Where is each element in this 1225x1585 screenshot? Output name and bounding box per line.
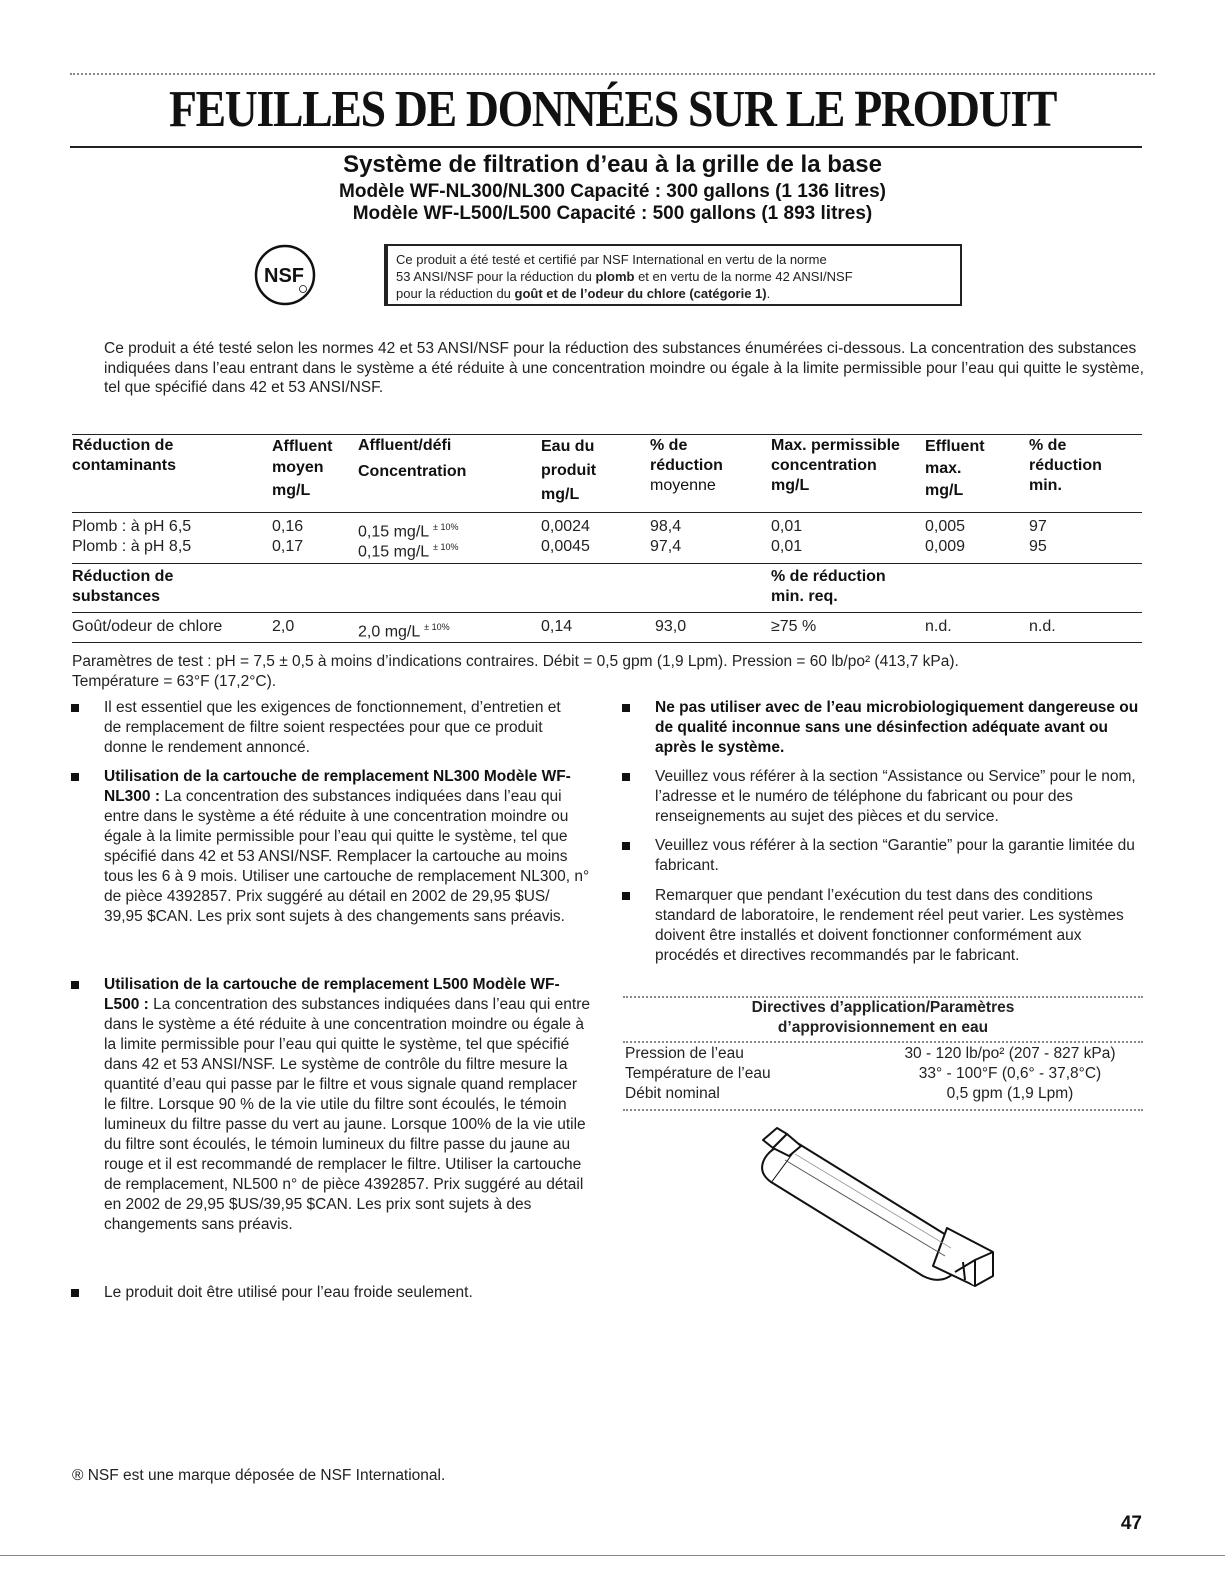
- header-pct-moyenne: % de réduction moyenne: [650, 437, 723, 494]
- row-defi: 2,0 mg/L $^{\pm 10\%}$: [358, 622, 450, 641]
- row-eau: 0,0024: [541, 518, 590, 535]
- row-effluent: 0,005: [925, 518, 966, 535]
- row-reduction: 93,0: [655, 618, 687, 635]
- cert-line-3c: .: [766, 286, 771, 301]
- header-effluent: Effluent max. mg/L: [925, 438, 985, 499]
- top-dotted-rule: [70, 73, 1155, 75]
- bullet-warning: Ne pas utiliser avec de l’eau microbiologiquement dangereuse ou de qualité inconnue sans une désinfection adéquate avant ou après le système.: [655, 698, 1145, 758]
- model-line-2: Modèle WF-L500/L500 Capacité : 500 gallons (1 893 litres): [352, 203, 873, 224]
- cert-line-3a: pour la réduction du: [396, 286, 515, 301]
- subheader-req: % de réduction min. req.: [771, 568, 886, 605]
- bullet-l500: Utilisation de la cartouche de remplacement L500 Modèle WF-L500 : La concentration des substances indiquées dans l’eau qui entre dans le système a été réduite à une concentration moindre ou égale à la limite permissible pour l’eau qui quitte le système, tel que spécifié dans 42 et 53 ANSI/NSF. Le système de contrôle du filtre mesure la quantité d’eau qui passe par le filtre et vous signale quand remplacer le filtre. Lorsque 90 % de la vie utile du filtre sont écoulés, le témoin lumineux du filtre passe du vert au jaune. Lorsque 100% de la vie utile du filtre sont écoulés, le témoin lumineux du filtre passe du jaune au rouge et il est recommandé de remplacer le filtre. Utiliser la cartouche de remplacement, NL500 n° de pièce 4392857. Prix suggéré au détail en 2002 de 29,95 $US/39,95 $CAN. Les prix sont sujets à des changements sans préavis.: [104, 975, 590, 1235]
- nsf-logo: [254, 244, 316, 306]
- page-title: FEUILLES DE DONNÉES SUR LE PRODUIT: [168, 81, 1057, 138]
- bullet-square: [71, 1289, 79, 1297]
- params-line-1: Paramètres de test : pH = 7,5 ± 0,5 à moins d’indications contraires. Débit = 0,5 gpm (1,9 Lpm). Pression = 60 lb/po² (413,7 kPa).: [72, 653, 959, 670]
- bullet-nl300: Utilisation de la cartouche de remplacement NL300 Modèle WF-NL300 : La concentration des substances indiquées dans l’eau qui entre dans le système a été réduite à une concentration moindre ou égale à la limite permissible pour l’eau qui quitte le système, tel que spécifié dans 42 et 53 ANSI/NSF. Remplacer la cartouche au moins tous les 6 à 9 mois. Utiliser une cartouche de remplacement NL300, n° de pièce 4392857. Prix suggéré au détail en 2002 de 29,95 $US/ 39,95 $CAN. Les prix sont sujets à des changements sans préavis.: [104, 767, 590, 927]
- row-effluent: 0,009: [925, 538, 966, 555]
- footnote: ® NSF est une marque déposée de NSF International.: [72, 1467, 446, 1484]
- row-req: ≥75 %: [771, 618, 817, 635]
- table-sub-rule: [72, 612, 1142, 613]
- bullet-service: Veuillez vous référer à la section “Assistance ou Service” pour le nom, l’adresse et le numéro de téléphone du fabricant ou pour des renseignements au sujet des pièces et du service.: [655, 767, 1145, 827]
- row-min: 97: [1029, 518, 1047, 535]
- bottom-rule: [0, 1555, 1225, 1556]
- directives-mid-rule: [623, 1041, 1143, 1043]
- header-defi: Affluent/défi Concentration: [358, 437, 467, 480]
- bullet-warranty: Veuillez vous référer à la section “Garantie” pour la garantie limitée du fabricant.: [655, 836, 1145, 876]
- row-min: n.d.: [1029, 618, 1056, 635]
- row-max: 0,01: [771, 518, 803, 535]
- cert-line-2a: 53 ANSI/NSF pour la réduction du: [396, 269, 596, 284]
- cert-chlorine-bold: goût et de l’odeur du chlore (catégorie 1): [514, 286, 767, 301]
- directives-bottom-rule: [623, 1109, 1143, 1111]
- directives-title: Directives d’application/Paramètres d’approvisionnement en eau: [751, 999, 1015, 1036]
- table-header-rule: [72, 512, 1142, 513]
- row-affluent: 0,17: [272, 538, 304, 555]
- bullet-requirements: Il est essentiel que les exigences de fonctionnement, d’entretien et de remplacement de filtre soient respectées pour que ce produit donne le rendement annoncé.: [104, 698, 574, 758]
- page-number: 47: [1120, 1513, 1142, 1534]
- bullet-lab-conditions: Remarquer que pendant l’exécution du test dans des conditions standard de laboratoire, le rendement réel peut varier. Les systèmes doivent être installés et doivent fonctionner conformément aux procédés et directives recommandés par le fabricant.: [655, 886, 1125, 966]
- nsf-logo-text: NSF: [264, 265, 304, 287]
- certification-box: [384, 244, 962, 306]
- params-line-2: Température = 63°F (17,2°C).: [72, 672, 277, 690]
- bullet-square: [622, 704, 630, 712]
- row-min: 95: [1029, 538, 1047, 555]
- row-name: Plomb : à pH 8,5: [72, 538, 192, 555]
- table-bottom-rule: [72, 642, 1142, 643]
- row-eau: 0,0045: [541, 538, 590, 555]
- header-pct-min: % de réduction min.: [1029, 437, 1102, 494]
- intro-paragraph: Ce produit a été testé selon les normes 42 et 53 ANSI/NSF pour la réduction des substances énumérées ci-dessous. La concentration des substances indiquées dans l’eau entrant dans le système a été réduite à une concentration moindre ou égale à la limite permissible pour l’eau qui quitte le système, tel que spécifié dans 42 et 53 ANSI/NSF.: [104, 340, 1144, 396]
- row-defi: 0,15 mg/L $^{\pm 10\%}$: [358, 522, 459, 541]
- row-affluent: 2,0: [272, 618, 295, 635]
- page-subtitle: Système de filtration d’eau à la grille de la base: [343, 151, 882, 178]
- filter-cartridge-image: [755, 1120, 1015, 1290]
- bullet-square: [71, 773, 79, 781]
- bullet-square: [71, 981, 79, 989]
- row-name: Goût/odeur de chlore: [72, 618, 223, 635]
- bullet-square: [622, 892, 630, 900]
- model-line-1: Modèle WF-NL300/NL300 Capacité : 300 gallons (1 136 litres): [339, 181, 886, 202]
- header-contaminant: Réduction de contaminants: [72, 437, 177, 474]
- row-max: 0,01: [771, 538, 803, 555]
- cert-line-2c: et en vertu de la norme 42 ANSI/NSF: [634, 269, 853, 284]
- bullet-cold-water: Le produit doit être utilisé pour l’eau froide seulement.: [104, 1283, 590, 1303]
- bullet-square: [622, 842, 630, 850]
- header-affluent: Affluent moyen mg/L: [272, 438, 333, 499]
- table-mid-rule: [72, 563, 1142, 564]
- bullet-square: [71, 704, 79, 712]
- header-max-permissible: Max. permissible concentration mg/L: [771, 437, 900, 494]
- cert-line-1: Ce produit a été testé et certifié par NSF International en vertu de la norme: [396, 252, 827, 267]
- cert-lead-bold: plomb: [595, 269, 635, 284]
- bullet-square: [622, 773, 630, 781]
- test-parameters: [72, 652, 1152, 691]
- title-rule: [70, 146, 1142, 148]
- header-eau: Eau du produit mg/L: [541, 438, 597, 503]
- table-top-rule: [72, 434, 1142, 435]
- row-defi: 0,15 mg/L $^{\pm 10\%}$: [358, 542, 459, 561]
- row-name: Plomb : à pH 6,5: [72, 518, 192, 535]
- row-reduction: 98,4: [650, 518, 682, 535]
- row-affluent: 0,16: [272, 518, 304, 535]
- row-effluent: n.d.: [925, 618, 952, 635]
- subheader-substances: Réduction de substances: [72, 568, 174, 605]
- row-reduction: 97,4: [650, 538, 682, 555]
- row-eau: 0,14: [541, 618, 573, 635]
